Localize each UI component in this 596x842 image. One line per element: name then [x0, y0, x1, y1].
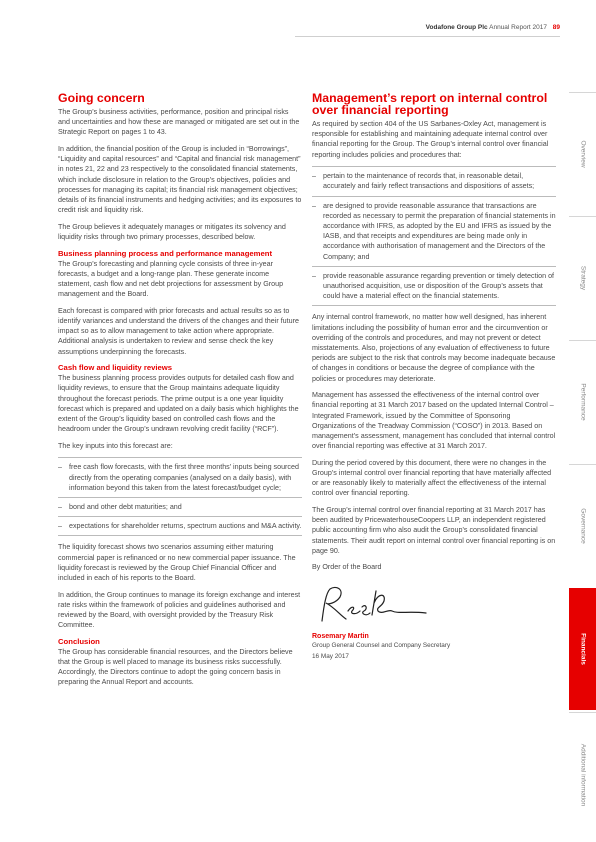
tab-label: Strategy — [579, 265, 586, 291]
paragraph: During the period covered by this document, there were no changes in the Group’s internal control over financial reporting that have materially affected or are reasonably likely to materially affect the effectiveness of the internal control over financial reporting. — [312, 458, 552, 498]
tab-performance[interactable] — [569, 340, 596, 463]
list-item: – provide reasonable assurance regarding prevention or timely detection of unauthorised acquisition, use or disposition of the Group’s assets that could have a material effect on the financial statements. — [312, 267, 556, 307]
conclusion-heading: Conclusion — [58, 636, 100, 646]
paragraph: As required by section 404 of the US Sarbanes-Oxley Act, management is responsible for establishing and maintaining adequate internal control over financial reporting for the Group. The Group’s internal control over financial reporting includes policies and procedures that: — [312, 120, 549, 159]
paragraph: The key inputs into this forecast are: — [58, 441, 173, 450]
paragraph: Each forecast is compared with prior forecasts and actual results so as to identify variances and understand the drivers of the changes and their future impact so as to allow management to take action where appropriate. Additional analysis is undertaken to review and sense check the key assumptions underpinning the forecasts. — [58, 306, 299, 356]
tab-overview[interactable] — [569, 92, 596, 215]
list-item: – free cash flow forecasts, with the first three months’ inputs being sourced directly from the operating companies (analysed on a daily basis), with information beyond this taken from the latest forecast/budget cycle; — [58, 458, 302, 498]
paragraph: The business planning process provides outputs for detailed cash flow and liquidity reviews, to ensure that the Group maintains adequate liquidity throughout the forecast periods. The prime output is a one year liquidity forecast which is prepared and updated on a daily basis which highlights the extent of the Group’s liquidity based on controlled cash flows and the headroom under the Group’s undrawn revolving credit facility (“RCF”). — [58, 374, 299, 434]
tab-additional-information[interactable] — [569, 712, 596, 837]
signature-image — [316, 581, 436, 627]
signer-name: Rosemary Martin — [312, 633, 369, 641]
order-of-board: By Order of the Board — [312, 563, 382, 572]
list-item: – are designed to provide reasonable assurance that transactions are recorded as necessary to permit the preparation of financial statements in accordance with IFRS, as adopted by the EU and IFRS as issued by the IASB, and that receipts and expenditures are being made only in accordance with authorisation of management and the Directors of the Company; and — [312, 197, 556, 267]
going-concern-title: Going concern — [58, 91, 145, 105]
paragraph: The Group has considerable financial resources, and the Directors believe that the Group is well placed to manage its business risks successfully. Accordingly, the Directors continue to adopt the going concern basis in preparing the Annual Report and accounts. — [58, 647, 293, 687]
signed-date: 16 May 2017 — [312, 653, 349, 661]
cash-flow-heading: Cash flow and liquidity reviews — [58, 363, 173, 373]
list-item: – pertain to the maintenance of records that, in reasonable detail, accurately and fairly reflect transactions and dispositions of assets; — [312, 167, 556, 196]
tab-label: Performance — [579, 383, 586, 421]
paragraph: The Group’s business activities, performance, position and principal risks and uncertainties and how these are managed or mitigated are set out in the Strategic Report on pages 1 to 43. — [58, 108, 300, 137]
paragraph: Management has assessed the effectiveness of the internal control over financial reporting at 31 March 2017 based on the updated Internal Control – Integrated Framework, issued by the Committee of Sponsoring Organizations of the Treadway Commission (“COSO”) in 2013. Based on management’s assessment, management has concluded that internal control over financial reporting was effective at 31 March 2017. — [312, 391, 556, 451]
signer-title: Group General Counsel and Company Secretary — [312, 642, 451, 650]
page-number: 89 — [552, 24, 560, 31]
paragraph: The liquidity forecast shows two scenarios assuming either maturing commercial paper is refinanced or no new commercial paper issuance. The liquidity forecast is reviewed by the Group Chief Financial Officer and included in each of his reports to the Board. — [58, 543, 296, 583]
header-brand: Vodafone Group Plc — [425, 24, 488, 31]
paragraph: The Group’s forecasting and planning cycle consists of three in-year forecasts, a budget and a long-range plan. These generate income statement, cash flow and net debt projections for assessment by Group management and the Board. — [58, 259, 284, 299]
paragraph: In addition, the Group continues to manage its foreign exchange and interest rate risks within the framework of policies and guidelines authorised and reviewed by the Board, with oversight provided by the Treasury Risk Committee. — [58, 590, 301, 630]
internal-control-column — [312, 92, 556, 661]
tab-strategy[interactable] — [569, 216, 596, 339]
section-nav — [569, 92, 596, 836]
business-planning-heading: Business planning process and performance management — [58, 248, 273, 258]
paragraph: In addition, the financial position of the Group is included in “Borrowings”, “Liquidity and capital resources” and “Capital and financial risk management” in notes 21, 22 and 23 respectively to the consolidated financial statements, which include disclosure in relation to the Group’s objectives, policies and processes for managing its capital; its financial risk management objectives; details of its financial instruments and hedging activities; and its exposures to credit risk and liquidity risk. — [58, 145, 302, 215]
header-divider — [295, 36, 560, 37]
tab-label: Additional information — [579, 743, 586, 807]
tab-label: Financials — [579, 633, 586, 665]
paragraph: Any internal control framework, no matter how well designed, has inherent limitations including the possibility of human error and the circumvention or overriding of the controls and procedures, and may not prevent or detect misstatements. Also, projections of any evaluation of effectiveness to future periods are subject to the risk that controls may become inadequate because of changes in conditions or because the degree of compliance with the policies or procedures may deteriorate. — [312, 313, 556, 383]
page-header — [426, 24, 560, 31]
paragraph: The Group’s internal control over financial reporting at 31 March 2017 has been audited by PricewaterhouseCoopers LLP, an independent registered public accounting firm who also audit the Group’s consolidated financial statements. Their audit report on internal control over financial reporting is on page 90. — [312, 506, 556, 555]
list-item: – bond and other debt maturities; and — [58, 498, 302, 517]
tab-financials[interactable] — [569, 588, 596, 710]
going-concern-column — [58, 92, 302, 694]
key-inputs-list — [58, 457, 302, 536]
list-item: – expectations for shareholder returns, spectrum auctions and M&A activity. — [58, 517, 302, 536]
tab-label: Overview — [579, 140, 586, 168]
tab-governance[interactable] — [569, 464, 596, 587]
internal-control-title: Management’s report on internal control over financial reporting — [312, 91, 548, 117]
paragraph: The Group believes it adequately manages or mitigates its solvency and liquidity risks through two primary processes, described below. — [58, 222, 286, 242]
tab-label: Governance — [579, 508, 586, 544]
control-policies-list — [312, 166, 556, 306]
header-report: Annual Report 2017 — [489, 24, 547, 31]
